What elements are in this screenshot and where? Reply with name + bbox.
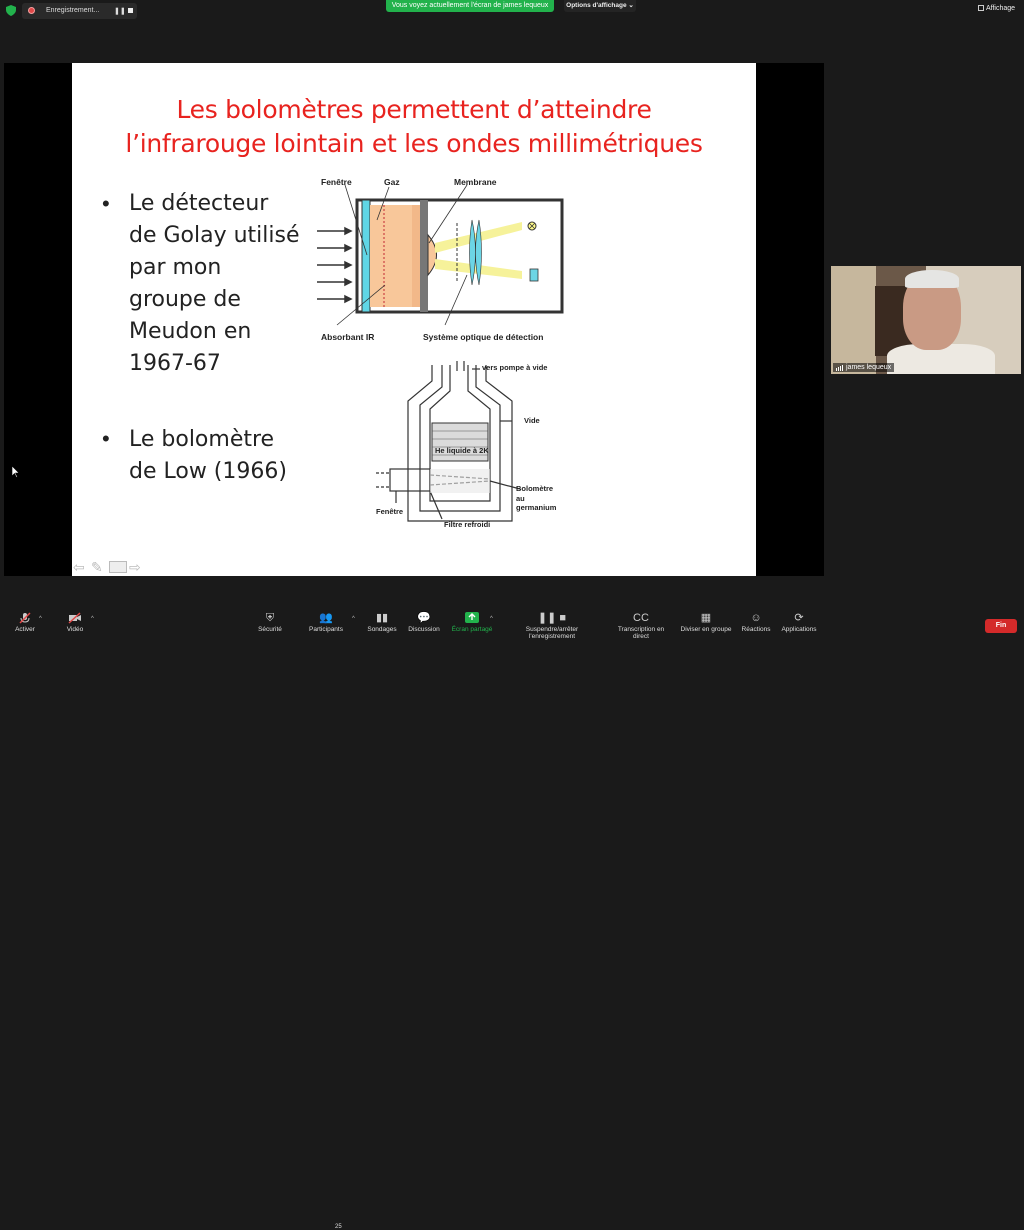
bullet-low bbox=[129, 424, 287, 488]
bullet-line: Le détecteur bbox=[129, 191, 269, 216]
presenter-hair bbox=[905, 270, 959, 288]
chevron-up-icon[interactable]: ^ bbox=[39, 616, 42, 622]
label-bolometre: Bolomètre bbox=[516, 484, 554, 493]
video-label: Vidéo bbox=[66, 626, 84, 633]
stop-icon[interactable] bbox=[128, 8, 133, 13]
microphone-muted-icon bbox=[10, 612, 40, 624]
bullet-line: par mon bbox=[129, 255, 222, 280]
video-background bbox=[831, 266, 876, 374]
label-vide: Vide bbox=[524, 416, 540, 425]
bullet-line: 1967-67 bbox=[129, 351, 221, 376]
pen-icon[interactable]: ✎ bbox=[91, 559, 103, 575]
participant-name: james lequeux bbox=[846, 364, 892, 371]
participant-name-tag bbox=[833, 363, 894, 372]
participants-button[interactable] bbox=[306, 612, 346, 633]
bullet-icon: • bbox=[102, 426, 110, 451]
transcription-label: Transcription en direct bbox=[617, 626, 665, 640]
smiley-icon: ☺ bbox=[750, 612, 762, 624]
label-helium: He liquide à 2K bbox=[435, 446, 489, 455]
slide-title-line-1: Les bolomètres permettent d’atteindre bbox=[176, 95, 652, 124]
grid-icon bbox=[978, 5, 984, 11]
shield-icon bbox=[6, 5, 16, 16]
camera-off-icon bbox=[60, 612, 90, 624]
participant-video[interactable] bbox=[831, 266, 1021, 374]
participants-count: 25 bbox=[335, 1224, 342, 1230]
recording-label: Enregistrement... bbox=[46, 7, 100, 14]
reactions-label: Réactions bbox=[741, 626, 771, 633]
bullet-line: Le bolomètre bbox=[129, 427, 275, 452]
polls-label: Sondages bbox=[367, 626, 397, 633]
label-membrane: Membrane bbox=[454, 177, 497, 187]
bullet-golay bbox=[129, 188, 300, 380]
polls-button[interactable] bbox=[366, 612, 398, 633]
recording-control-label: Suspendre/arrêter l'enregistrement bbox=[525, 626, 579, 640]
chevron-down-icon: ⌄ bbox=[628, 2, 634, 9]
bullet-line: de Golay utilisé bbox=[129, 223, 300, 248]
arrow-left-icon[interactable]: ⇦ bbox=[73, 559, 85, 575]
end-meeting-button[interactable]: Fin bbox=[985, 619, 1017, 633]
chat-button[interactable] bbox=[406, 612, 442, 633]
view-options-button[interactable] bbox=[564, 0, 636, 12]
breakout-rooms-icon: ▦ bbox=[700, 612, 712, 624]
label-germanium: germanium bbox=[516, 503, 557, 512]
mute-button[interactable] bbox=[10, 612, 40, 633]
bullet-line: de Low (1966) bbox=[129, 459, 287, 484]
label-filtre: Filtre refroidi bbox=[444, 520, 491, 529]
transcription-button[interactable] bbox=[609, 612, 673, 640]
bullet-line: groupe de bbox=[129, 287, 241, 312]
signal-icon bbox=[836, 364, 844, 371]
chevron-up-icon[interactable]: ^ bbox=[352, 616, 355, 622]
record-icon bbox=[28, 7, 35, 14]
share-screen-icon bbox=[451, 612, 493, 624]
pause-icon[interactable]: ❚❚ bbox=[114, 8, 126, 15]
recording-indicator[interactable] bbox=[22, 3, 137, 19]
participants-label: Participants bbox=[309, 626, 343, 633]
cc-icon: CC bbox=[633, 612, 649, 624]
arrow-right-icon[interactable]: ⇨ bbox=[129, 559, 141, 575]
bar-chart-icon: ▮▮ bbox=[375, 612, 389, 624]
view-options-label: Options d'affichage bbox=[566, 2, 627, 9]
mute-label: Activer bbox=[15, 626, 35, 633]
label-systeme: Système optique de détection bbox=[423, 332, 544, 342]
view-button[interactable] bbox=[978, 5, 1015, 12]
presentation-slide bbox=[72, 63, 756, 576]
video-button[interactable] bbox=[60, 612, 90, 633]
shield-icon: ⛨ bbox=[265, 612, 275, 624]
bullet-line: Meudon en bbox=[129, 319, 252, 344]
chevron-up-icon[interactable]: ^ bbox=[490, 616, 493, 622]
chat-bubble-icon: 💬 bbox=[417, 612, 431, 624]
bullet-icon: • bbox=[102, 191, 110, 216]
apps-button[interactable] bbox=[780, 612, 818, 633]
slide-title bbox=[72, 93, 756, 161]
label-pompe: vers pompe à vide bbox=[482, 363, 548, 372]
security-button[interactable] bbox=[253, 612, 287, 633]
share-screen-button[interactable] bbox=[451, 612, 493, 633]
golay-detector-diagram bbox=[317, 175, 567, 345]
apps-label: Applications bbox=[781, 626, 817, 633]
chevron-up-icon[interactable]: ^ bbox=[91, 616, 94, 622]
pause-stop-icon: ❚❚ ■ bbox=[537, 612, 567, 624]
label-fenetre: Fenêtre bbox=[321, 177, 352, 187]
menu-icon[interactable] bbox=[109, 561, 127, 573]
view-label: Affichage bbox=[986, 5, 1016, 12]
meeting-toolbar bbox=[0, 608, 1024, 1230]
share-screen-label: Écran partagé bbox=[451, 626, 493, 633]
reactions-button[interactable] bbox=[740, 612, 772, 633]
share-banner: Vous voyez actuellement l'écran de james lequeux bbox=[386, 0, 554, 12]
label-gaz: Gaz bbox=[384, 177, 400, 187]
label-bolometre-au: au bbox=[516, 494, 525, 503]
recording-control-button[interactable] bbox=[502, 612, 602, 640]
top-bar bbox=[0, 0, 1024, 22]
label-absorbant: Absorbant IR bbox=[321, 332, 375, 342]
chat-label: Discussion bbox=[408, 626, 440, 633]
slide-title-line-2: l’infrarouge lointain et les ondes millimétriques bbox=[125, 129, 703, 158]
participants-icon: 👥 bbox=[319, 612, 333, 624]
breakout-button[interactable] bbox=[680, 612, 732, 633]
security-label: Sécurité bbox=[258, 626, 282, 633]
apps-icon: ⟳ bbox=[794, 612, 804, 624]
breakout-label: Diviser en groupe bbox=[680, 626, 732, 633]
label-low-fenetre: Fenêtre bbox=[376, 507, 404, 516]
